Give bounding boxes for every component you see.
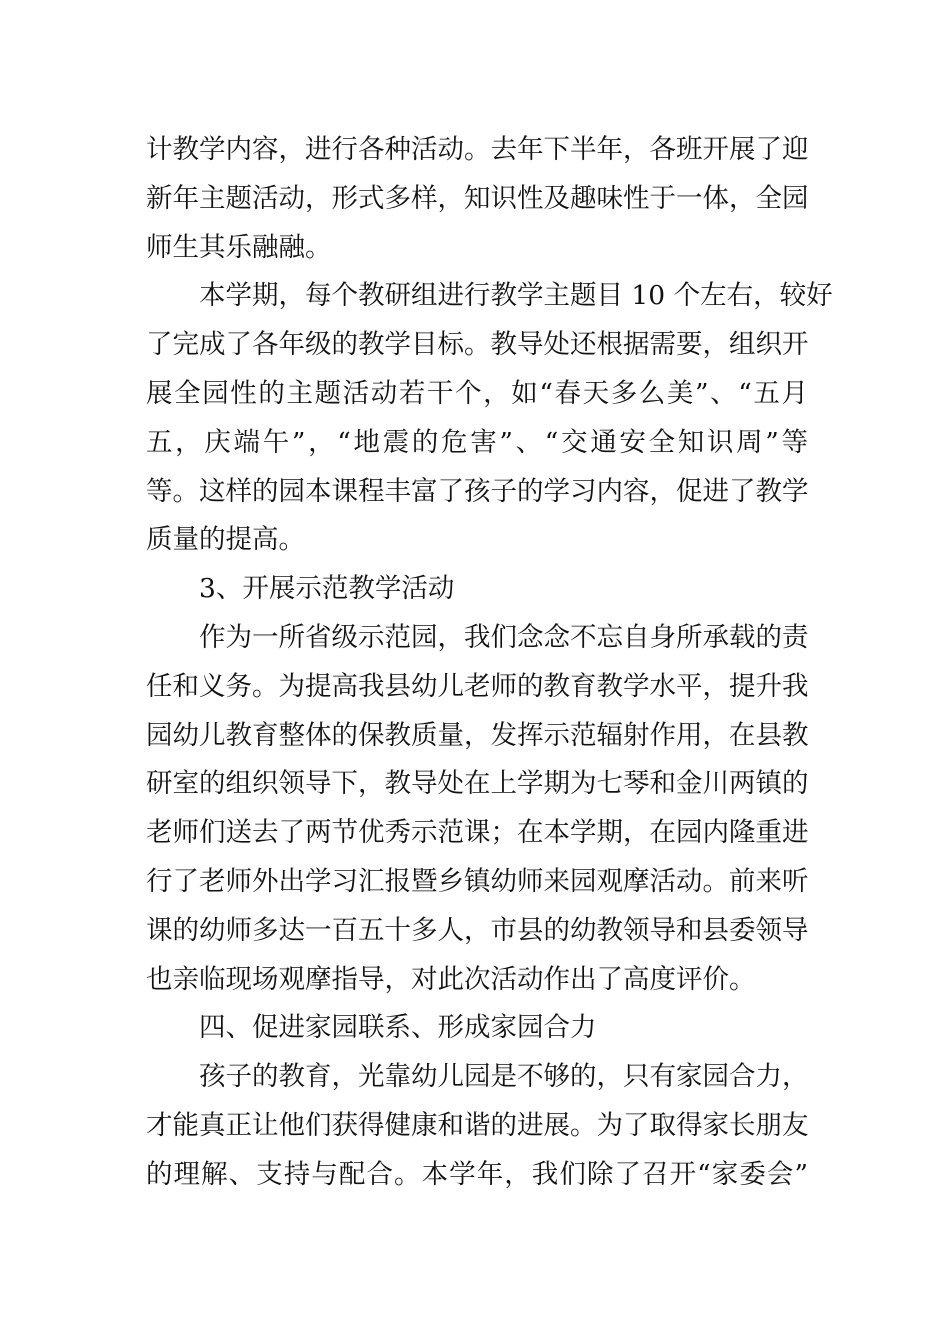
text-line: 五，庆端午”，“地震的危害”、“交通安全知识周”等 <box>146 426 808 458</box>
paragraph-first-line: 作为一所省级示范园，我们念念不忘自身所承载的责 <box>199 621 809 653</box>
section-heading: 四、促进家园联系、形成家园合力 <box>199 1012 597 1044</box>
text-line: 研室的组织领导下，教导处在上学期为七琴和金川两镇的 <box>146 768 809 800</box>
text-line: 了完成了各年级的教学目标。教导处还根据需要，组织开 <box>146 329 809 361</box>
paragraph-first-line: 孩子的教育，光靠幼儿园是不够的，只有家园合力， <box>199 1061 809 1093</box>
text-line: 等。这样的园本课程丰富了孩子的学习内容，促进了教学 <box>146 475 809 507</box>
text-line: 课的幼师多达一百五十多人，市县的幼教领导和县委领导 <box>146 914 809 946</box>
document-body <box>146 126 833 1200</box>
section-heading: 3、开展示范教学活动 <box>199 573 455 605</box>
text-line: 行了老师外出学习汇报暨乡镇幼师来园观摩活动。前来听 <box>146 865 809 897</box>
text-line: 的理解、支持与配合。本学年，我们除了召开“家委会” <box>146 1158 808 1190</box>
text-line: 展全园性的主题活动若干个，如“春天多么美”、“五月 <box>146 377 808 409</box>
text-line: 也亲临现场观摩指导，对此次活动作出了高度评价。 <box>146 963 756 995</box>
text-line: 任和义务。为提高我县幼儿老师的教育教学水平，提升我 <box>146 670 809 702</box>
text-line: 新年主题活动，形式多样，知识性及趣味性于一体，全园 <box>146 182 809 214</box>
text-line: 老师们送去了两节优秀示范课；在本学期，在园内隆重进 <box>146 817 809 849</box>
text-line: 师生其乐融融。 <box>146 231 332 263</box>
text-line: 园幼儿教育整体的保教质量，发挥示范辐射作用，在县教 <box>146 719 809 751</box>
paragraph-first-line: 本学期，每个教研组进行教学主题目 10 个左右，较好 <box>199 280 833 312</box>
text-line: 质量的提高。 <box>146 524 305 556</box>
text-line: 计教学内容，进行各种活动。去年下半年，各班开展了迎 <box>146 134 809 165</box>
text-line: 才能真正让他们获得健康和谐的进展。为了取得家长朋友 <box>146 1109 809 1141</box>
